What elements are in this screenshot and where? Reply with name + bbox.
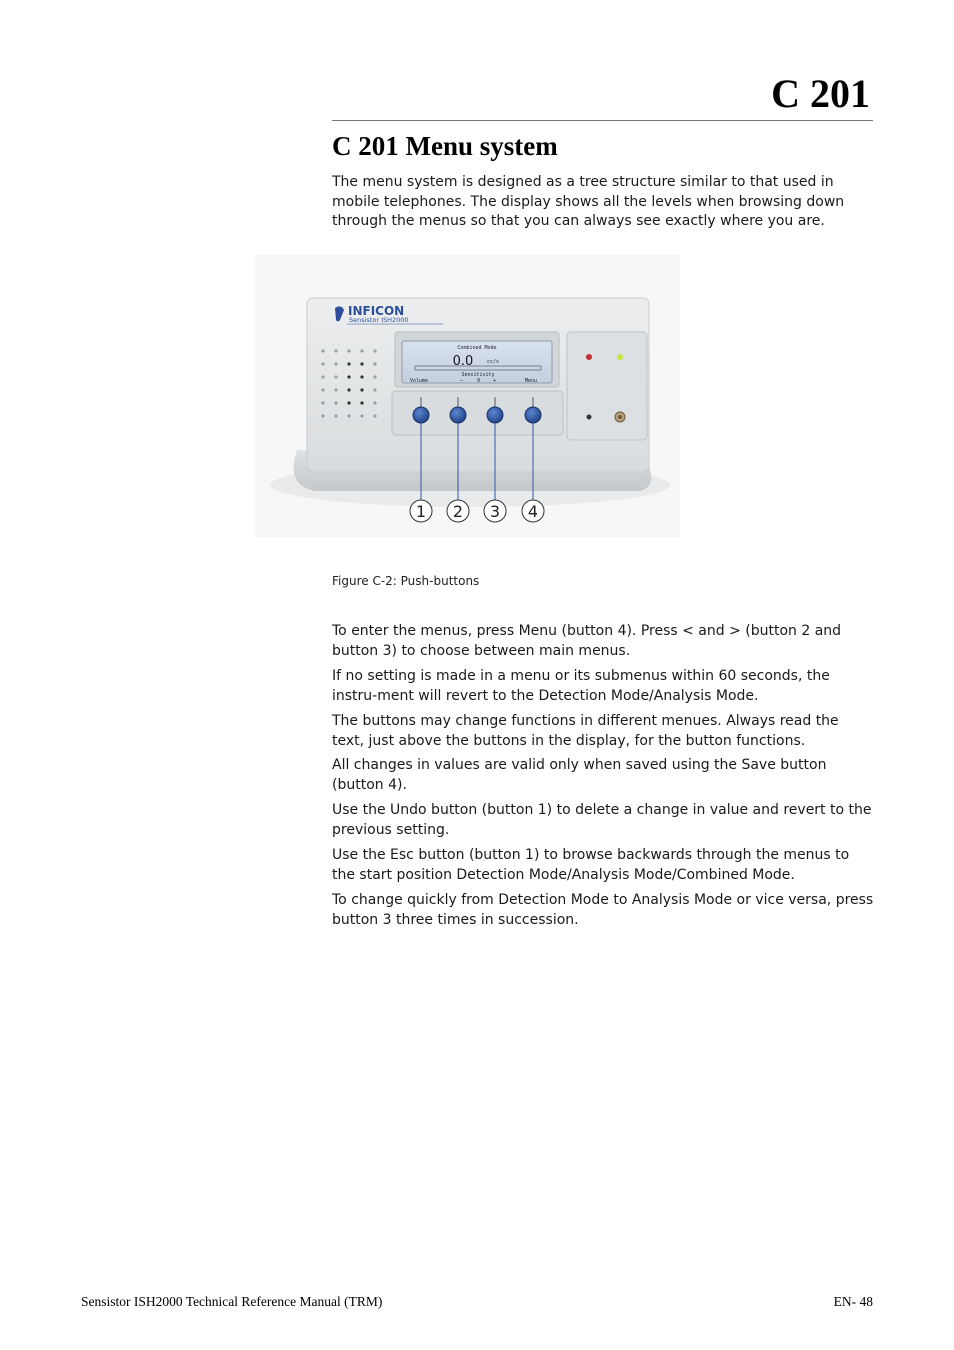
- grille-dot: [347, 362, 350, 365]
- callout-number-1: 1: [415, 502, 427, 521]
- grille-dot: [373, 349, 376, 352]
- grille-dot: [347, 349, 350, 352]
- grille-dot: [321, 362, 324, 365]
- push-button-3[interactable]: [487, 407, 503, 423]
- grille-dot: [360, 414, 363, 417]
- grille-dot: [360, 401, 363, 404]
- body-paragraph: Use the Esc button (button 1) to browse backwards through the menus to the start position Detection Mode/Analysis Mode/Combined Mode.: [332, 847, 850, 883]
- grille-dot: [360, 349, 363, 352]
- grille-dot: [347, 401, 350, 404]
- lcd-sensitivity-value: 9: [477, 378, 481, 384]
- grille-dot: [334, 362, 337, 365]
- grille-dot: [321, 349, 324, 352]
- softkey-label-2: −: [460, 378, 464, 384]
- chapter-heading: C 201: [771, 71, 870, 116]
- grille-dot: [360, 375, 363, 378]
- intro-paragraph: The menu system is designed as a tree structure similar to that used in mobile telephones. The display shows all the levels when browsing down through the menus so that you can always see exactly where you are.: [332, 174, 845, 229]
- grille-dot: [373, 401, 376, 404]
- grille-dot: [334, 349, 337, 352]
- grille-dot: [347, 414, 350, 417]
- brand-logo: INFICON: [348, 304, 405, 318]
- footer-title: Sensistor ISH2000 Technical Reference Manual (TRM): [81, 1294, 383, 1309]
- grille-dot: [334, 401, 337, 404]
- grille-dot: [334, 388, 337, 391]
- grille-dot: [321, 375, 324, 378]
- grille-dot: [373, 362, 376, 365]
- body-paragraph: The buttons may change functions in different menues. Always read the text, just above the buttons in the display, for the button functions.: [332, 713, 839, 749]
- body-paragraph: To change quickly from Detection Mode to Analysis Mode or vice versa, press button 3 three times in succession.: [332, 892, 874, 928]
- softkey-label-4: Menu: [525, 378, 538, 384]
- socket-small-icon: [587, 415, 592, 420]
- grille-dot: [373, 388, 376, 391]
- lcd-value: 0.0: [452, 354, 474, 369]
- grille-dot: [321, 414, 324, 417]
- page-number: EN- 48: [833, 1294, 873, 1309]
- figure-caption: Figure C-2: Push-buttons: [332, 574, 480, 588]
- device-figure: [255, 255, 680, 537]
- callout-number-2: 2: [452, 502, 464, 521]
- push-button-2[interactable]: [450, 407, 466, 423]
- grille-dot: [321, 401, 324, 404]
- grille-dot: [321, 388, 324, 391]
- grille-dot: [347, 375, 350, 378]
- lcd-mode: Combined Mode: [457, 345, 497, 351]
- grille-dot: [334, 375, 337, 378]
- body-paragraph: If no setting is made in a menu or its submenus within 60 seconds, the instru-ment will revert to the Detection Mode/Analysis Mode.: [332, 668, 830, 704]
- grille-dot: [373, 414, 376, 417]
- grille-dot: [360, 362, 363, 365]
- grille-dot: [347, 388, 350, 391]
- grille-dot: [334, 414, 337, 417]
- status-led-green-icon: [617, 354, 623, 360]
- section-title: C 201 Menu system: [332, 131, 558, 161]
- model-label: Sensistor ISH2000: [349, 316, 409, 324]
- grille-dot: [360, 388, 363, 391]
- status-led-red-icon: [586, 354, 592, 360]
- callout-number-4: 4: [527, 502, 539, 521]
- callout-number-3: 3: [489, 502, 501, 521]
- grille-dot: [373, 375, 376, 378]
- softkey-label-1: Volume: [410, 378, 429, 384]
- body-paragraph: To enter the menus, press Menu (button 4). Press < and > (button 2 and button 3) to choose between main menus.: [332, 623, 842, 659]
- lcd-sensitivity-label: Sensitivity: [461, 372, 495, 378]
- header-rule: [332, 120, 873, 121]
- push-button-4[interactable]: [525, 407, 541, 423]
- push-button-1[interactable]: [413, 407, 429, 423]
- body-paragraph: All changes in values are valid only when saved using the Save button (button 4).: [332, 757, 827, 793]
- lcd-unit: cc/s: [487, 359, 500, 365]
- body-paragraph: Use the Undo button (button 1) to delete a change in value and revert to the previous setting.: [332, 802, 872, 838]
- softkey-label-3: +: [493, 378, 497, 384]
